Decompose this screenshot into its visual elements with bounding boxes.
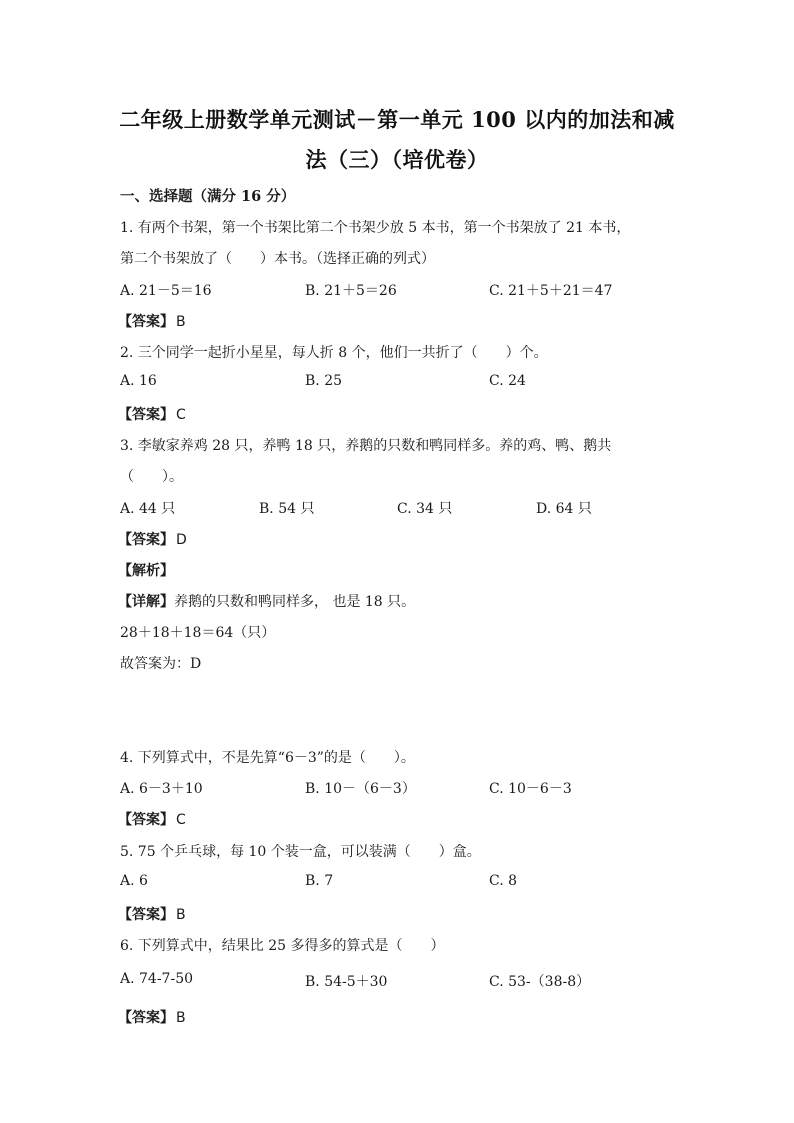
question-2-option-b: B. 25 xyxy=(305,373,343,389)
detail-label: 【详解】 xyxy=(118,594,174,610)
question-6-option-a: A. 74-7-50 xyxy=(120,971,194,987)
answer-label: 【答案】 xyxy=(118,907,174,923)
question-2-text: 2. 三个同学一起折小星星，每人折 8 个，他们一共折了（ ）个。 xyxy=(120,345,548,361)
question-4-option-c: C. 10－6－3 xyxy=(489,781,572,797)
question-3-calculation: 28＋18＋18＝64（只） xyxy=(120,625,276,641)
question-3-analysis xyxy=(118,560,174,580)
question-6-option-c: C. 53-（38-8） xyxy=(489,974,591,990)
question-5-option-a: A. 6 xyxy=(120,873,148,889)
question-3-detail xyxy=(118,591,415,611)
question-3-conclusion: 故答案为：D xyxy=(120,656,202,672)
answer-label: 【答案】 xyxy=(118,812,174,828)
question-4-option-a: A. 6－3＋10 xyxy=(120,781,203,797)
question-4-option-b: B. 10－（6－3） xyxy=(305,781,416,797)
question-3-option-c: C. 34 只 xyxy=(397,501,453,517)
answer-value: C xyxy=(176,812,186,828)
question-3-text-line-2: （ ）。 xyxy=(120,469,183,485)
question-5-text: 5. 75 个乒乓球，每 10 个装一盒，可以装满（ ）盒。 xyxy=(120,844,481,860)
answer-value: D xyxy=(176,532,187,548)
answer-label: 【答案】 xyxy=(118,314,174,330)
question-1-option-a: A. 21－5＝16 xyxy=(120,283,212,299)
question-4-answer xyxy=(118,809,186,829)
question-2-option-c: C. 24 xyxy=(489,373,526,389)
question-1-option-b: B. 21＋5＝26 xyxy=(305,283,397,299)
answer-value: C xyxy=(176,407,186,423)
document-title-line-1: 二年级上册数学单元测试－第一单元 100 以内的加法和减 xyxy=(119,107,675,132)
question-3-answer xyxy=(118,529,187,549)
question-5-option-b: B. 7 xyxy=(305,873,334,889)
question-3-option-b: B. 54 只 xyxy=(259,501,315,517)
document-title-line-2: 法（三）（培优卷） xyxy=(305,147,489,172)
question-2-option-a: A. 16 xyxy=(120,373,157,389)
question-6-option-b: B. 54-5＋30 xyxy=(305,974,388,990)
question-3-text-line-1: 3. 李敏家养鸡 28 只，养鸭 18 只，养鹅的只数和鸭同样多。养的鸡、鸭、鹅共 xyxy=(120,438,612,454)
question-6-text: 6. 下列算式中，结果比 25 多得多的算式是（ ） xyxy=(120,938,445,954)
question-1-option-c: C. 21＋5＋21＝47 xyxy=(489,283,613,299)
answer-value: B xyxy=(176,314,186,330)
analysis-label: 【解析】 xyxy=(118,563,174,579)
question-2-answer xyxy=(118,404,186,424)
question-1-answer xyxy=(118,311,186,331)
answer-value: B xyxy=(176,1010,186,1026)
answer-label: 【答案】 xyxy=(118,407,174,423)
answer-label: 【答案】 xyxy=(118,532,174,548)
answer-value: B xyxy=(176,907,186,923)
question-3-option-d: D. 64 只 xyxy=(536,501,592,517)
question-6-answer xyxy=(118,1007,186,1027)
question-1-text-line-2: 第二个书架放了（ ）本书。（选择正确的列式） xyxy=(120,251,435,267)
answer-label: 【答案】 xyxy=(118,1010,174,1026)
question-5-answer xyxy=(118,904,186,924)
question-5-option-c: C. 8 xyxy=(489,873,518,889)
detail-text: 养鹅的只数和鸭同样多， 也是 18 只。 xyxy=(174,594,416,610)
question-3-option-a: A. 44 只 xyxy=(120,501,176,517)
section-heading: 一、选择题（满分 16 分） xyxy=(120,188,296,205)
question-1-text-line-1: 1. 有两个书架，第一个书架比第二个书架少放 5 本书，第一个书架放了 21 本书， xyxy=(120,220,631,236)
question-4-text: 4. 下列算式中，不是先算“6－3”的是（ ）。 xyxy=(120,750,415,766)
